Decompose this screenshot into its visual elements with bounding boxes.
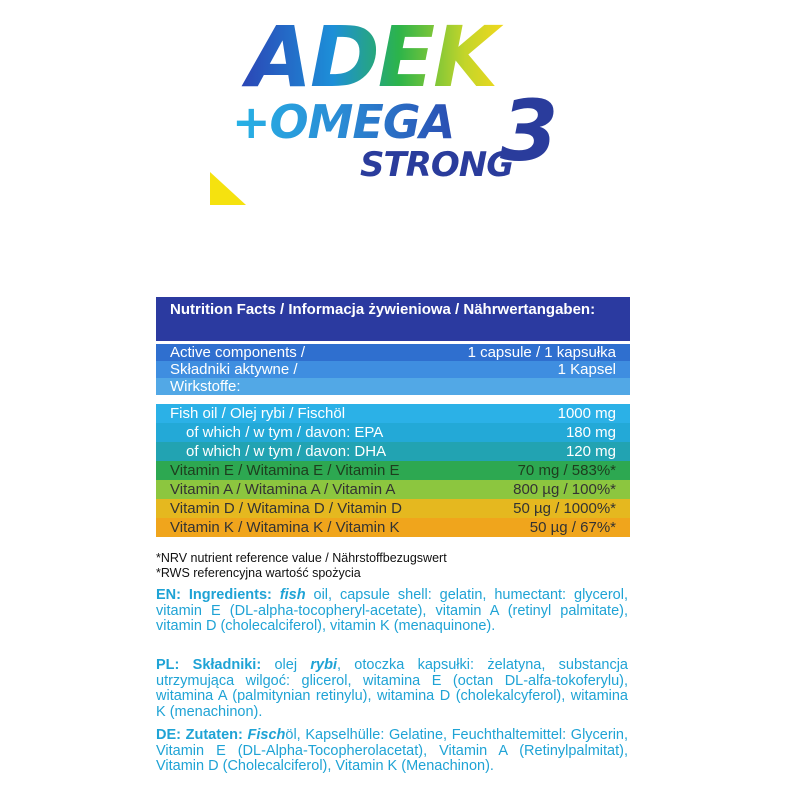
- row-label: of which / w tym / davon: EPA: [186, 424, 384, 441]
- ingredients-pl-label: PL: Składniki:: [156, 657, 262, 673]
- logo-title-omega: +OMEGA: [232, 95, 455, 149]
- row-value: 120 mg: [565, 443, 616, 460]
- table-row-vitamin-k: [156, 518, 630, 537]
- active-components-block: [156, 344, 630, 395]
- active-components-label-3: Wirkstoffe:: [170, 378, 241, 395]
- row-label: Vitamin A / Witamina A / Vitamin A: [170, 481, 396, 498]
- active-components-label-1: Active components /: [170, 344, 306, 361]
- row-value: 50 µg / 67%*: [529, 519, 616, 536]
- ingredients-pl-text: , otoczka kapsułki: żelatyna, substancja utrzymująca wilgoć: glicerol, witamina E (octan DL-alfa-tokoferylu), witamina A (palmitynian retinylu), witamina D (cholekalcyferol), witamina K (menachinon).: [156, 657, 628, 720]
- row-label: Vitamin E / Witamina E / Vitamin E: [170, 462, 400, 479]
- active-components-value-2: 1 Kapsel: [557, 361, 616, 378]
- ingredients-pl-emph: rybi: [310, 657, 337, 673]
- ingredients-en: [156, 588, 628, 635]
- row-value: 70 mg / 583%*: [517, 462, 616, 479]
- row-label: Vitamin K / Witamina K / Vitamin K: [170, 519, 400, 536]
- ingredients-en-emph: fish: [279, 587, 306, 603]
- row-value: 800 µg / 100%*: [513, 481, 616, 498]
- product-logo: [0, 0, 800, 220]
- logo-title-strong: STRONG: [360, 145, 514, 185]
- row-label: Vitamin D / Witamina D / Vitamin D: [170, 500, 403, 517]
- row-value: 1000 mg: [557, 405, 616, 422]
- active-components-value-1: 1 capsule / 1 kapsułka: [467, 344, 616, 361]
- logo-numeral-3: 3: [500, 82, 559, 180]
- active-components-row-1: [156, 344, 630, 361]
- ingredients-pl: [156, 658, 628, 720]
- table-header: Nutrition Facts / Informacja żywieniowa / Nährwertangaben:: [156, 297, 630, 333]
- ingredients-de-label: DE: Zutaten:: [156, 727, 243, 743]
- table-row-vitamin-a: [156, 480, 630, 499]
- ingredients-de-emph: Fisch: [247, 727, 286, 743]
- table-row-fish-oil: [156, 404, 630, 423]
- row-label: of which / w tym / davon: DHA: [186, 443, 387, 460]
- footnotes: [156, 551, 636, 581]
- row-label: Fish oil / Olej rybi / Fischöl: [170, 405, 346, 422]
- logo-title-adek: ADEK: [247, 8, 497, 106]
- ingredients-en-text: oil, capsule shell: gelatin, humectant: glycerol, vitamin E (DL-alpha-tocopheryl-acetate), vitamin A (retinyl palmitate), vitamin D (cholecalciferol), vitamin K (menaquinone).: [156, 587, 628, 634]
- table-row-vitamin-e: [156, 461, 630, 480]
- active-components-label-2: Składniki aktywne /: [170, 361, 298, 378]
- header-divider: [156, 333, 630, 341]
- ingredients-de: [156, 728, 628, 775]
- table-row-epa: [156, 423, 630, 442]
- section-gap: [156, 395, 630, 404]
- table-row-vitamin-d: [156, 499, 630, 518]
- active-components-row-2: [156, 361, 630, 378]
- footnote-rws: *RWS referencyjna wartość spożycia: [156, 566, 361, 580]
- table-row-dha: [156, 442, 630, 461]
- ingredients-de-text: öl, Kapselhülle: Gelatine, Feuchthaltemittel: Glycerin, Vitamin E (DL-Alpha-Tocopherolacetat), Vitamin A (Retinylpalmitat), Vitamin D (Cholecalciferol), Vitamin K (Menachinon).: [156, 727, 629, 774]
- footnote-nrv: *NRV nutrient reference value / Nährstoffbezugswert: [156, 551, 447, 565]
- nutrition-facts-table: [156, 297, 630, 537]
- ingredients-en-label: EN: Ingredients:: [156, 587, 272, 603]
- row-value: 50 µg / 1000%*: [513, 500, 616, 517]
- ingredients-pl-pre: olej: [261, 657, 311, 673]
- yellow-triangle-icon: [210, 172, 246, 205]
- active-components-row-3: [156, 378, 630, 395]
- row-value: 180 mg: [565, 424, 616, 441]
